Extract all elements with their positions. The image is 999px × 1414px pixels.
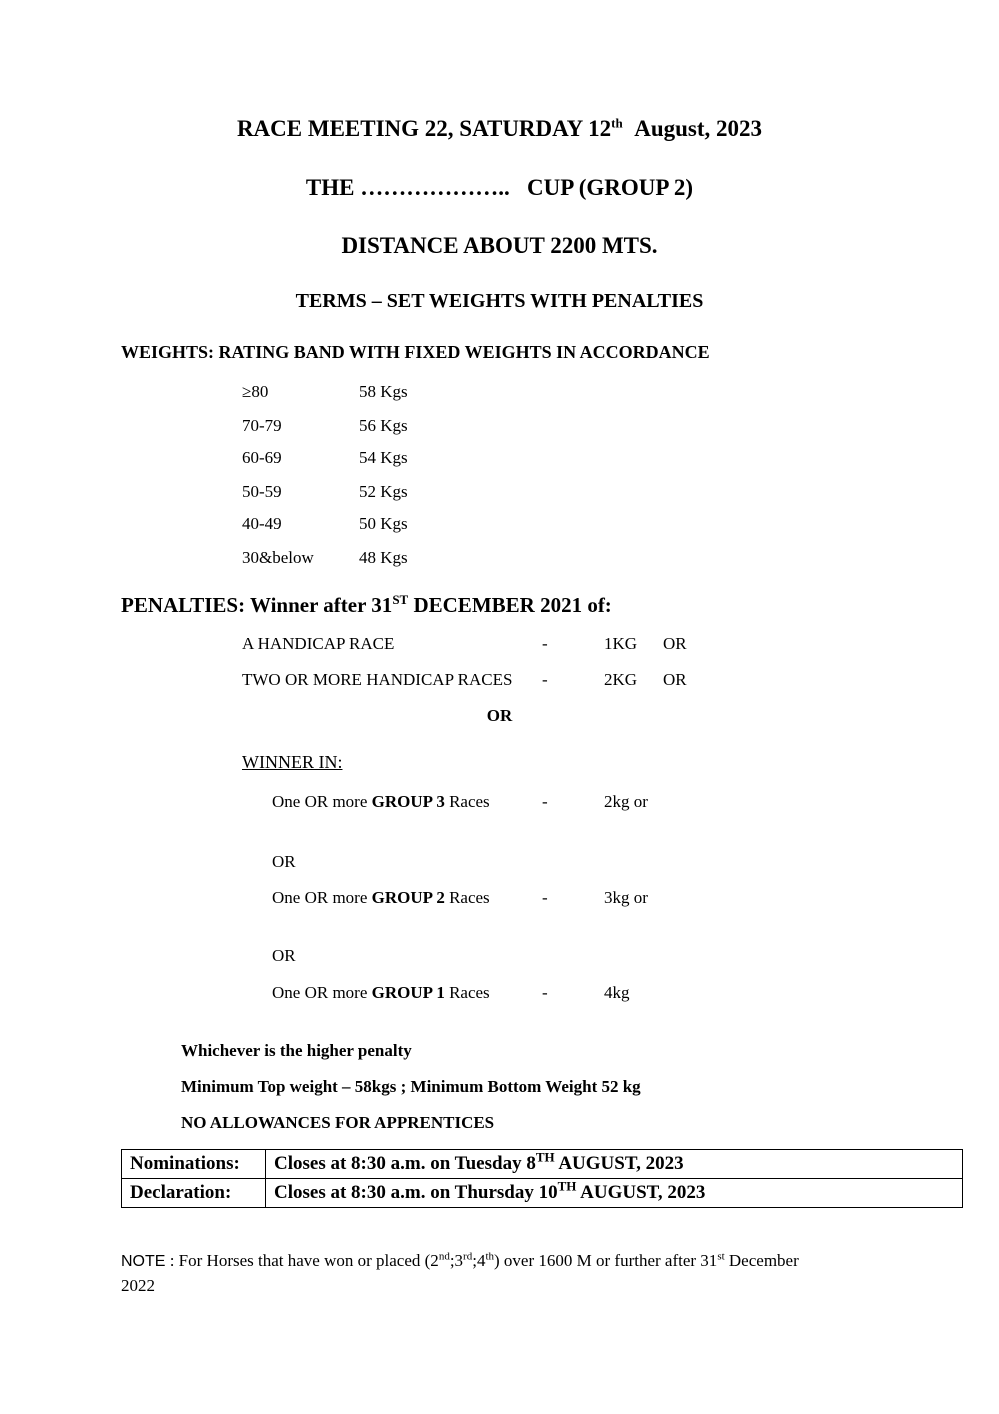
- handicap-kg: 1KG: [604, 634, 638, 653]
- note-sup: nd: [438, 1250, 450, 1263]
- note-label: NOTE: [121, 1253, 166, 1270]
- closing-sup: TH: [535, 1149, 555, 1165]
- handicap-dash: -: [542, 670, 548, 689]
- group-race: [272, 983, 490, 1003]
- note-text: ;4: [472, 1251, 486, 1270]
- penalties-heading-text: PENALTIES: Winner after 31: [121, 593, 393, 617]
- nominations-label: Nominations:: [122, 1150, 266, 1179]
- weight-value: 54 Kgs: [359, 448, 408, 467]
- page-title: [0, 116, 999, 142]
- group-race: [272, 792, 490, 812]
- weight-band: ≥80: [242, 382, 269, 401]
- weights-heading: WEIGHTS: RATING BAND WITH FIXED WEIGHTS IN ACCORDANCE: [121, 342, 710, 362]
- note-text: ;3: [449, 1251, 464, 1270]
- penalties-heading: [121, 593, 612, 618]
- penalties-heading-rest: DECEMBER 2021 of:: [408, 593, 612, 617]
- handicap-dash: -: [542, 634, 548, 653]
- or-label: OR: [272, 852, 296, 871]
- weight-band: 60-69: [242, 448, 282, 467]
- weight-value: 56 Kgs: [359, 416, 408, 435]
- group-pre: One OR more: [272, 888, 372, 907]
- weight-band: 50-59: [242, 482, 282, 501]
- group-post: Races: [444, 792, 490, 811]
- or-separator: OR: [486, 706, 513, 725]
- note-text: ) over 1600 M or further after 31: [494, 1251, 718, 1270]
- table-row: [122, 1150, 963, 1179]
- weight-band: 30&below: [242, 548, 314, 567]
- handicap-race: A HANDICAP RACE: [242, 634, 395, 653]
- group-dash: -: [542, 888, 548, 907]
- closing-text: Closes at 8:30 a.m. on Thursday 10: [274, 1182, 558, 1203]
- nominations-value: [266, 1150, 963, 1179]
- cup-title: THE ……………….. CUP (GROUP 2): [305, 175, 694, 200]
- weight-value: 50 Kgs: [359, 514, 408, 533]
- distance-title: DISTANCE ABOUT 2200 MTS.: [341, 233, 658, 258]
- group-name: GROUP 3: [371, 792, 445, 811]
- terms-title: TERMS – SET WEIGHTS WITH PENALTIES: [295, 290, 704, 312]
- footnote: [121, 1251, 799, 1271]
- weight-value: 48 Kgs: [359, 548, 408, 567]
- group-post: Races: [444, 888, 490, 907]
- footnote-line-2: 2022: [121, 1276, 155, 1295]
- group-name: GROUP 1: [371, 983, 445, 1002]
- declaration-label: Declaration:: [122, 1179, 266, 1208]
- weight-value: 52 Kgs: [359, 482, 408, 501]
- group-kg: 2kg or: [604, 792, 648, 811]
- group-dash: -: [542, 983, 548, 1002]
- group-pre: One OR more: [272, 983, 372, 1002]
- closing-date: AUGUST, 2023: [576, 1182, 706, 1203]
- handicap-or: OR: [663, 670, 687, 689]
- closing-table: [121, 1149, 963, 1208]
- declaration-value: [266, 1179, 963, 1208]
- group-kg: 4kg: [604, 983, 630, 1002]
- group-dash: -: [542, 792, 548, 811]
- note-text: December: [724, 1251, 799, 1270]
- allowances-note: NO ALLOWANCES FOR APPRENTICES: [181, 1113, 495, 1132]
- weight-value: 58 Kgs: [359, 382, 408, 401]
- title-sup: th: [611, 115, 623, 131]
- handicap-or: OR: [663, 634, 687, 653]
- group-race: [272, 888, 490, 908]
- winner-in-label: WINNER IN:: [242, 752, 343, 772]
- or-label: OR: [272, 946, 296, 965]
- table-row: [122, 1179, 963, 1208]
- weight-band: 40-49: [242, 514, 282, 533]
- penalties-heading-sup: ST: [392, 592, 409, 607]
- closing-date: AUGUST, 2023: [554, 1153, 684, 1174]
- title-text: RACE MEETING 22, SATURDAY 12: [236, 116, 612, 141]
- handicap-race: TWO OR MORE HANDICAP RACES: [242, 670, 513, 689]
- group-post: Races: [444, 983, 490, 1002]
- closing-sup: TH: [557, 1178, 577, 1194]
- note-text: : For Horses that have won or placed (2: [165, 1251, 439, 1270]
- group-name: GROUP 2: [371, 888, 445, 907]
- group-kg: 3kg or: [604, 888, 648, 907]
- closing-text: Closes at 8:30 a.m. on Tuesday 8: [274, 1153, 536, 1174]
- group-pre: One OR more: [272, 792, 372, 811]
- note-sup: th: [485, 1250, 495, 1263]
- title-date: August, 2023: [634, 116, 763, 141]
- higher-penalty-note: Whichever is the higher penalty: [181, 1041, 412, 1060]
- note-sup: st: [717, 1250, 725, 1263]
- weight-band: 70-79: [242, 416, 282, 435]
- minimum-weight-note: Minimum Top weight – 58kgs ; Minimum Bottom Weight 52 kg: [181, 1077, 641, 1096]
- handicap-kg: 2KG: [604, 670, 638, 689]
- note-sup: rd: [463, 1250, 473, 1263]
